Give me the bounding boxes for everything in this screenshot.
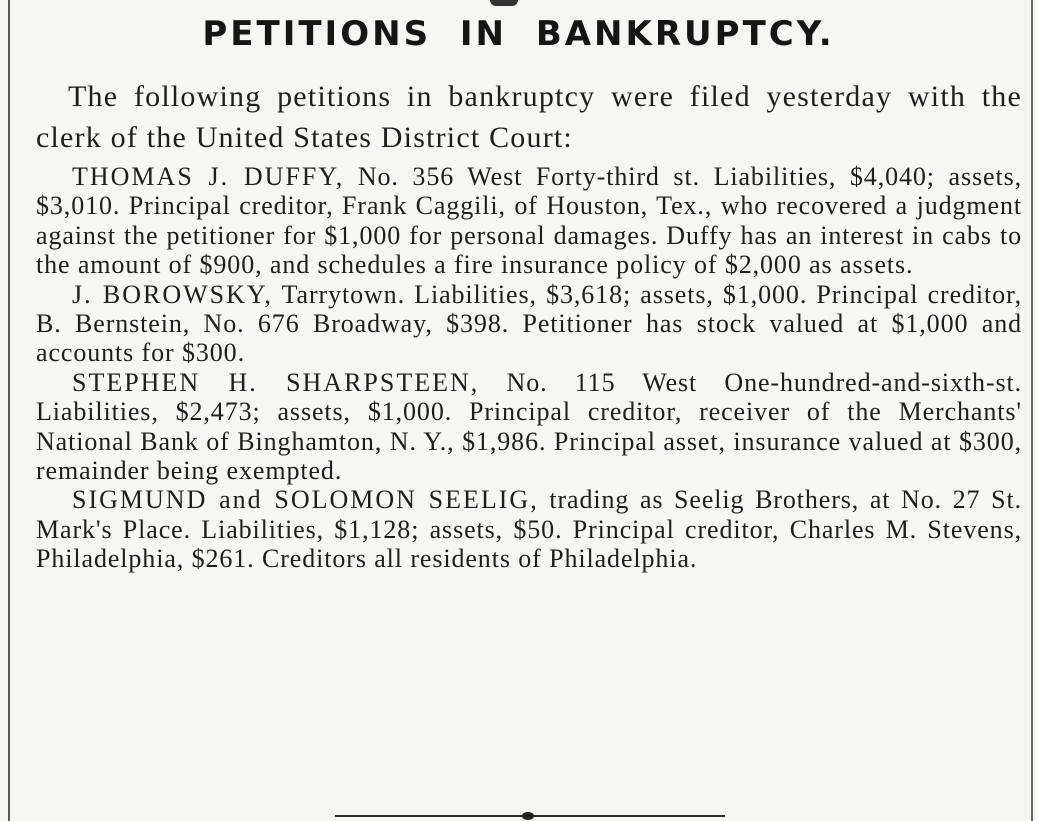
top-ornament bbox=[490, 0, 518, 6]
entry-borowsky bbox=[36, 280, 1022, 368]
right-column-rule bbox=[1031, 0, 1033, 821]
entry-text: No. 115 West One-hundred-and-sixth-st. Liabilities, $2,473; assets, $1,000. Principal creditor, receiver of the Merchants' National Bank of Binghamton, N. Y., $1,986. Principal asset, insurance valued at $300, remainder being exempted. bbox=[36, 367, 1022, 486]
entry-text: Tarrytown. Liabilities, $3,618; assets, $1,000. Principal creditor, B. Bernstein, No. 676 Broadway, $398. Petitioner has stock valued at $1,000 and accounts for $300. bbox=[36, 279, 1022, 368]
bottom-ornament bbox=[522, 812, 534, 820]
entry-duffy bbox=[36, 162, 1022, 280]
entry-name: SIGMUND and SOLOMON SEELIG, bbox=[72, 485, 539, 515]
article-body bbox=[36, 76, 1022, 574]
entry-name: J. BOROWSKY, bbox=[72, 279, 273, 309]
entry-seelig bbox=[36, 485, 1022, 573]
entry-name: STEPHEN H. SHARPSTEEN, bbox=[72, 367, 480, 397]
intro-paragraph: The following petitions in bankruptcy were filed yesterday with the clerk of the United States District Court: bbox=[36, 80, 1022, 154]
entry-text: trading as Seelig Brothers, at No. 27 St. Mark's Place. Liabilities, $1,128; assets, $50. Principal creditor, Charles M. Stevens, Philadelphia, $261. Creditors all residents of Philadelphia. bbox=[36, 485, 1022, 574]
headline: PETITIONS IN BANKRUPTCY. bbox=[202, 14, 835, 54]
entry-text: No. 356 West Forty-third st. Liabilities, $4,040; assets, $3,010. Principal creditor, Frank Caggili, of Houston, Tex., who recovered a judgment against the petitioner for $1,000 for personal damages. Duffy has an interest in cabs to the amount of $900, and schedules a fire insurance policy of $2,000 as assets. bbox=[36, 162, 1022, 280]
left-column-rule bbox=[8, 0, 10, 821]
entry-name: THOMAS J. DUFFY, bbox=[72, 162, 345, 191]
entry-sharpsteen bbox=[36, 368, 1022, 486]
